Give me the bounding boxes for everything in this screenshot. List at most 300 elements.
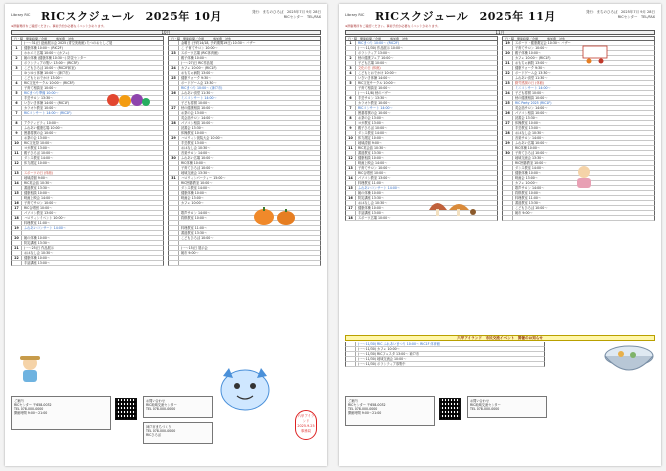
row-day	[12, 196, 22, 200]
row-day: 18	[346, 216, 356, 220]
month-band: 10月	[11, 30, 321, 35]
row-event: 地域交流会 13:30～	[181, 171, 211, 175]
row-event: 親子体操 10:00～	[515, 51, 542, 55]
row-event: おはなし会 10:30～	[358, 201, 388, 205]
row-event: スポーツ広場 (RIC体育館)	[181, 51, 219, 55]
row-day	[346, 342, 356, 346]
row-day	[503, 156, 513, 160]
row-event: 手芸教室 13:00～	[181, 141, 208, 145]
sheet-footer	[345, 390, 655, 462]
row-day	[12, 251, 22, 255]
footer-line: 神戸市まちづくり	[146, 424, 172, 429]
page-title: RICスクジュール 2025年 10月	[41, 10, 222, 23]
row-day	[169, 46, 179, 50]
row-event: ミニコンサート 14:00～	[181, 96, 217, 100]
footer-line: TEL 078-000-0000	[470, 406, 500, 411]
row-event: ボランティア 13:00～	[358, 51, 391, 55]
footer-city-box	[143, 422, 213, 444]
row-day	[503, 171, 513, 175]
row-day	[169, 216, 179, 220]
row-day	[346, 171, 356, 175]
row-day	[503, 126, 513, 130]
row-day: 30	[169, 156, 179, 160]
row-event: 体操教室 10:00～	[515, 121, 542, 125]
row-day	[12, 106, 22, 110]
row-event: 体力測定 10:00～	[24, 161, 51, 165]
schedule-rows	[168, 41, 321, 266]
row-day	[503, 206, 513, 210]
row-day: 22	[12, 256, 22, 260]
footer-line: ご案内	[14, 398, 24, 403]
row-day	[12, 116, 22, 120]
row-day	[12, 221, 22, 225]
row-event: 手話講座 13:00～	[24, 261, 51, 265]
row-event: こどもひろば 10:00～ (RIC2F和室)	[24, 66, 76, 70]
row-event: ふれあい食堂 11:30～	[515, 76, 548, 80]
row-day: 1	[346, 41, 356, 45]
row-event: こどもひろば 10:00～	[515, 206, 548, 210]
row-day	[503, 146, 513, 150]
row-event: 朝市 9:00～	[515, 211, 533, 215]
column-header: 日・曜 開催時間／会場 参加費 対象	[168, 36, 321, 41]
row-event: RIC囲碁教室 10:00～	[181, 181, 213, 185]
row-event: 親子体操 10:00～	[181, 56, 208, 60]
row-event: 体力測定 10:00～	[358, 136, 385, 140]
row-event: RICコンサート 14:00～ (RIC2F)	[24, 111, 72, 115]
row-event: (一～27)日 RIC作品展	[181, 61, 214, 65]
row-event: 親子ひろば 10:00～	[24, 151, 54, 155]
row-day: 10	[346, 136, 356, 140]
row-event: 健康体操 10:00～ (RIC2F)	[24, 46, 63, 50]
footer-info-box	[345, 396, 435, 426]
row-event: こ 子育てサロン 10:00～	[181, 46, 218, 50]
row-event: 秋の健康相談 10:00～	[515, 96, 548, 100]
row-day	[12, 146, 22, 150]
row-event: 秋の健康フェア 10:00～	[358, 56, 394, 60]
row-event: 朝の体操 10:00～	[358, 191, 385, 195]
row-event: 子育てサロン 10:00～	[358, 166, 391, 170]
row-day	[169, 181, 179, 185]
row-day: 20	[12, 236, 22, 240]
row-event: おはなし会 10:30～	[515, 131, 545, 135]
row-day: 7	[346, 106, 356, 110]
row-day: 5	[346, 81, 356, 85]
row-day	[169, 146, 179, 150]
row-day: 25	[169, 76, 179, 80]
row-day	[503, 201, 513, 205]
row-event: 健康体操 10:00～	[515, 171, 542, 175]
row-day: 20	[503, 51, 513, 55]
row-event: 歌声サロン 14:00～	[181, 211, 211, 215]
row-event: スポーツ広場 10:00～	[358, 216, 391, 220]
row-event: RIC合唱団 10:00～	[24, 206, 53, 210]
row-event: 歌声サロン 14:00～	[515, 186, 545, 190]
row-day	[169, 116, 179, 120]
row-day	[346, 121, 356, 125]
row-day	[12, 231, 22, 235]
row-day	[503, 66, 513, 70]
row-event: 子育て相談室 10:00～	[24, 86, 57, 90]
row-day	[503, 136, 513, 140]
row-event: 子育てひろば 10:00～	[515, 151, 548, 155]
row-event: 子育て相談室 10:00～	[358, 86, 391, 90]
row-day	[12, 136, 22, 140]
row-day	[346, 151, 356, 155]
row-day	[346, 352, 356, 356]
row-day	[169, 101, 179, 105]
month-band: 11月	[345, 30, 655, 35]
row-day: 13	[346, 166, 356, 170]
row-event: ふれあい広場 10:00～	[515, 141, 548, 145]
event-banner: 六甲アイランド 市民交流イベント 開催のお知らせ	[345, 335, 655, 341]
row-day	[169, 261, 179, 265]
row-day	[503, 176, 513, 180]
row-event: RIC文化サークル 10:00～ (RIC3F)	[24, 81, 75, 85]
row-day	[346, 91, 356, 95]
row-day: 10	[12, 141, 22, 145]
row-day	[12, 186, 22, 190]
row-event: ゆうゆう体操 10:00～ (神戸市)	[24, 71, 70, 75]
row-event: ハロウィン仮装大会 10:00～	[181, 136, 223, 140]
row-event: (一～31)日 絵画展示会 2025 (青空美術館) たつのおとしご展	[24, 41, 113, 45]
pumpkin-illustration	[252, 204, 298, 226]
row-day: 31	[169, 176, 179, 180]
row-day	[169, 196, 179, 200]
row-day	[346, 46, 356, 50]
row-event: 囲碁将棋の会 10:00～	[24, 131, 57, 135]
column-header: 日・曜 開催時間／会場 参加費 対象	[11, 36, 164, 41]
row-event: (一～11/30) 地域交流会 10:00～	[358, 357, 407, 361]
row-day: 9	[346, 126, 356, 130]
row-event: (一～11/30) ボランティア募集中	[358, 362, 406, 366]
row-day: 29	[169, 136, 179, 140]
row-event: 体操教室 10:00～	[181, 131, 208, 135]
row-day	[346, 347, 356, 351]
row-day: 8	[346, 116, 356, 120]
row-day	[503, 181, 513, 185]
schedule-column-a	[345, 36, 498, 332]
row-event: 子ども将棋 10:00～	[515, 91, 545, 95]
row-event: 勤労感謝の日 (休館)	[515, 81, 544, 85]
row-event: 手芸サロン 13:30～	[358, 96, 388, 100]
row-day	[503, 116, 513, 120]
row-day: 14	[12, 181, 22, 185]
row-day	[169, 211, 179, 215]
row-day	[169, 61, 179, 65]
row-day	[346, 191, 356, 195]
row-event: 健康体操 10:00～	[358, 206, 385, 210]
row-day	[503, 56, 513, 60]
row-event: ふれあいコンサート 14:00～	[24, 226, 67, 230]
row-event: ダンス教室 14:00～	[358, 131, 388, 135]
footer-line: RICセンター 〒658-0032	[348, 402, 386, 407]
row-event: 健康体操 10:00～	[24, 256, 51, 260]
row-day	[346, 201, 356, 205]
row-day: 23	[169, 51, 179, 55]
row-day	[346, 211, 356, 215]
footer-contact-box	[467, 396, 547, 418]
row-day: 15	[12, 191, 22, 195]
row-day: 11	[346, 146, 356, 150]
row-day	[503, 186, 513, 190]
row-day	[169, 166, 179, 170]
row-event: RIC Party 2025 (RIC1F)	[515, 101, 552, 105]
row-event: 映画上映会 14:00～	[358, 161, 388, 165]
november-schedule-sheet	[339, 4, 661, 466]
row-event: 囲碁将棋の会 10:00～	[358, 111, 391, 115]
row-day	[12, 156, 22, 160]
row-event: おはなし会 10:30～	[24, 251, 54, 255]
issue-meta	[211, 10, 321, 20]
row-event: (一～11/30) 作品展示 10:00～	[358, 46, 404, 50]
row-day	[503, 196, 513, 200]
row-event: 金曜日 (予約14/18, 予約期間19日) 10:30～ バザー	[181, 41, 256, 45]
row-day	[346, 61, 356, 65]
row-day	[169, 206, 179, 210]
row-day: 30	[503, 151, 513, 155]
row-event: 料理教室 11:00～	[515, 196, 542, 200]
qr-code[interactable]	[115, 398, 137, 420]
row-event: 映画上映会 14:00～	[24, 196, 54, 200]
row-event: ふれあい食堂 11:30～	[181, 91, 214, 95]
row-day: 28	[503, 131, 513, 135]
row-day: 3	[12, 66, 22, 70]
footer-line: ご案内	[348, 398, 358, 403]
schedule-row	[168, 261, 321, 266]
row-day	[169, 81, 179, 85]
row-day	[12, 166, 22, 170]
row-day	[503, 76, 513, 80]
issue-date: 発行：まちのひろば 2025年7月 9月 28日	[251, 10, 321, 14]
row-day: 15	[346, 186, 356, 190]
row-day: 28	[169, 121, 179, 125]
row-day	[169, 171, 179, 175]
row-event: お茶の会 13:00～	[181, 111, 208, 115]
footer-line: RIC地域交流センター	[146, 402, 177, 407]
row-event: ダンス教室 14:00～	[181, 186, 211, 190]
row-day	[346, 362, 356, 366]
row-event: RIC文化祭 10:00～	[24, 141, 53, 145]
row-event: 書道教室 13:30～	[358, 151, 385, 155]
schedule-column-b	[168, 36, 321, 388]
footer-line: RICセンター 〒658-0032	[14, 402, 52, 407]
row-day	[169, 201, 179, 205]
row-day	[503, 106, 513, 110]
row-day	[169, 41, 179, 45]
schedule-rows	[11, 41, 164, 266]
row-event: いきいき体操 14:00～ (RIC1F)	[24, 101, 70, 105]
row-event: ホホエミ広場 10:00～ (カフェ)	[24, 51, 70, 55]
row-day	[503, 211, 513, 215]
banner-rows	[345, 342, 545, 367]
row-event: 健康ウォーク 9:30～	[181, 76, 212, 80]
row-event: 将棋教室 10:00～	[181, 216, 208, 220]
schedule-column-a	[11, 36, 164, 388]
footer-line: 開館時間 9:00～21:00	[348, 411, 382, 416]
row-day: 6	[12, 101, 22, 105]
row-day: 18	[12, 216, 22, 220]
row-event: (一～25)日 作品展示	[24, 246, 54, 250]
row-event: おもちゃ病院 13:00～	[181, 71, 214, 75]
row-event: スポーツの日 (休館)	[24, 171, 53, 175]
row-event: カフェ 10:00～	[181, 201, 204, 205]
issue-contact: RICセンター TEL/FAX	[283, 15, 321, 19]
row-day	[12, 41, 22, 45]
row-day: 12	[12, 161, 22, 165]
row-event: こどもひろば 10:00～	[181, 236, 214, 240]
row-event: (一～11/30) RICフェスタ 13:00～ 神戸市	[358, 352, 419, 356]
row-day: 4	[12, 81, 22, 85]
issue-contact: RICセンター TEL/FAX	[617, 15, 655, 19]
row-event: 子育てサロン 10:00～	[515, 46, 548, 50]
row-event: 書道教室 13:30～	[24, 186, 51, 190]
sheet-header	[345, 8, 655, 24]
row-event: ハロウィンイベント 10:00～	[24, 216, 66, 220]
row-event: ボードゲーム会 13:30～	[515, 71, 551, 75]
row-event: ヨガ教室 13:00～	[24, 146, 51, 150]
row-event: RICまつり 10:00～ (RIC2F)	[358, 41, 400, 45]
row-day	[169, 56, 179, 60]
row-event: RICまつり準備 10:00～	[24, 91, 59, 95]
qr-code[interactable]	[439, 398, 461, 420]
row-day	[346, 357, 356, 361]
row-day: 7	[12, 111, 22, 115]
row-event: 手芸教室 13:00～	[515, 126, 542, 130]
row-event: 英会話サロン 14:00～	[181, 116, 214, 120]
sheet-footer	[11, 390, 321, 462]
row-event: 子育てひろば 10:00～	[181, 166, 214, 170]
row-day	[169, 221, 179, 225]
row-event: 地域交流会 13:30～	[515, 156, 545, 160]
sheet-header	[11, 8, 321, 24]
boy-illustration	[15, 354, 45, 384]
row-event: RIC合唱団 10:00～	[358, 171, 387, 175]
row-day	[169, 226, 179, 230]
row-event: RIC体操 10:00～	[181, 161, 207, 165]
row-event: 健康体操 10:00～	[181, 191, 208, 195]
row-event: いきいき体操 14:00～	[358, 76, 391, 80]
schedule-row	[11, 261, 164, 266]
row-day: 17	[346, 206, 356, 210]
row-day: 13	[12, 171, 22, 175]
row-day	[169, 256, 179, 260]
footer-line: TEL 078-000-0000	[146, 406, 176, 411]
row-event: 料理教室 11:00～	[24, 221, 51, 225]
row-day	[12, 71, 22, 75]
row-event: パソコン相談 10:00～	[181, 121, 214, 125]
row-day	[346, 76, 356, 80]
row-event: ヨガ教室 13:00～	[358, 121, 385, 125]
row-event: (一～15)日 展示会	[181, 246, 208, 250]
row-day: 8	[12, 121, 22, 125]
row-event: 秋の健康相談 10:00～	[181, 106, 214, 110]
row-day: 2	[346, 56, 356, 60]
row-event: アクティビティ 10:00～	[24, 121, 60, 125]
row-event: パソコン教室 13:00～	[358, 176, 391, 180]
october-schedule-sheet	[5, 4, 327, 466]
row-day: 27	[169, 106, 179, 110]
row-event: おもちゃ病院 13:00～	[515, 61, 548, 65]
row-day: 3	[346, 66, 356, 70]
row-day: 21	[12, 246, 22, 250]
column-header: 日・曜 開催時間／会場 参加費 対象	[502, 36, 655, 41]
row-day	[503, 46, 513, 50]
row-day	[503, 191, 513, 195]
page-title: RICスクジュール 2025年 11月	[375, 10, 556, 23]
autumn-sign-illustration	[581, 44, 609, 64]
footer-line: 開館時間 9:00～21:00	[14, 411, 48, 416]
issue-date: 発行：まちのひろば 2025年7月 9月 28日	[585, 10, 655, 14]
row-event: 健康ウォーク 9:30～	[515, 66, 546, 70]
row-event: お茶の会 13:00～	[24, 136, 51, 140]
row-day	[12, 86, 22, 90]
row-day	[169, 141, 179, 145]
row-event: スポーツ・健康測定会 10:30～ バザー	[515, 41, 571, 45]
row-event: 音楽サロン 14:00～	[181, 151, 211, 155]
row-event: 音楽サロン 14:00～	[515, 136, 545, 140]
row-day	[346, 131, 356, 135]
row-event: (一～11/30) RIC ふれあいまつり 10:00～ RIC1F 体育館	[358, 342, 440, 346]
row-day: 6	[346, 96, 356, 100]
row-day: 29	[503, 141, 513, 145]
row-event: 子ども広場 10:00～	[358, 61, 388, 65]
row-event: 防災講座 13:30～	[24, 241, 51, 245]
footer-line: RIC地域交流センター	[470, 402, 501, 407]
footer-line: お問い合わせ	[146, 398, 166, 403]
row-day: 19	[12, 226, 22, 230]
row-day	[169, 126, 179, 130]
row-event: こどもとおでかけ 13:00～	[24, 76, 63, 80]
row-event: 料理教室 11:00～	[358, 181, 385, 185]
hotpot-illustration	[601, 334, 657, 384]
schedule-row	[345, 362, 545, 367]
row-event: カラオケ教室 10:00～	[24, 106, 57, 110]
row-day: 16	[12, 201, 22, 205]
row-day	[169, 186, 179, 190]
row-day: 16	[346, 196, 356, 200]
footer-line: TEL 078-000-0000	[146, 428, 176, 433]
row-event: ミニコンサート 14:00～	[515, 86, 551, 90]
row-event: RICコンサート 14:00～	[358, 106, 393, 110]
row-day	[169, 131, 179, 135]
row-event: 読書会 13:30～	[181, 126, 204, 130]
schedule-rows	[345, 41, 498, 221]
row-day	[12, 261, 22, 265]
row-day: 5	[12, 91, 22, 95]
row-event: 手芸サロン 13:30～	[24, 96, 54, 100]
row-day	[169, 96, 179, 100]
row-event: カフェ 10:00～	[515, 181, 538, 185]
received-stamp: 六甲アイランド 2025.9.25 事務局	[295, 410, 317, 440]
row-day	[169, 111, 179, 115]
row-day: 25	[503, 101, 513, 105]
row-event: 子ども将棋 10:00～	[181, 101, 211, 105]
row-event: ダンス教室 14:00～	[24, 156, 54, 160]
row-day	[169, 161, 179, 165]
row-event: ボランティアの集い 13:00～ (RIC3F)	[24, 61, 79, 65]
notice-text: ※開催場所をご確認ください。事前予約が必要なイベントがあります。	[11, 24, 107, 28]
row-day	[346, 86, 356, 90]
row-day	[503, 86, 513, 90]
row-event: カフェ 10:00～ (RIC1F)	[515, 56, 551, 60]
row-event: (一～11/30) カフェ 10:00～	[358, 347, 400, 351]
row-day	[12, 76, 22, 80]
row-event: 料理教室 11:00～	[181, 226, 208, 230]
row-day: 23	[503, 81, 513, 85]
row-event: こどもとおでかけ 10:00～	[358, 71, 397, 75]
publisher-label: Library RIC	[345, 13, 365, 17]
row-event: RIC囲碁教室 10:00～	[515, 161, 547, 165]
